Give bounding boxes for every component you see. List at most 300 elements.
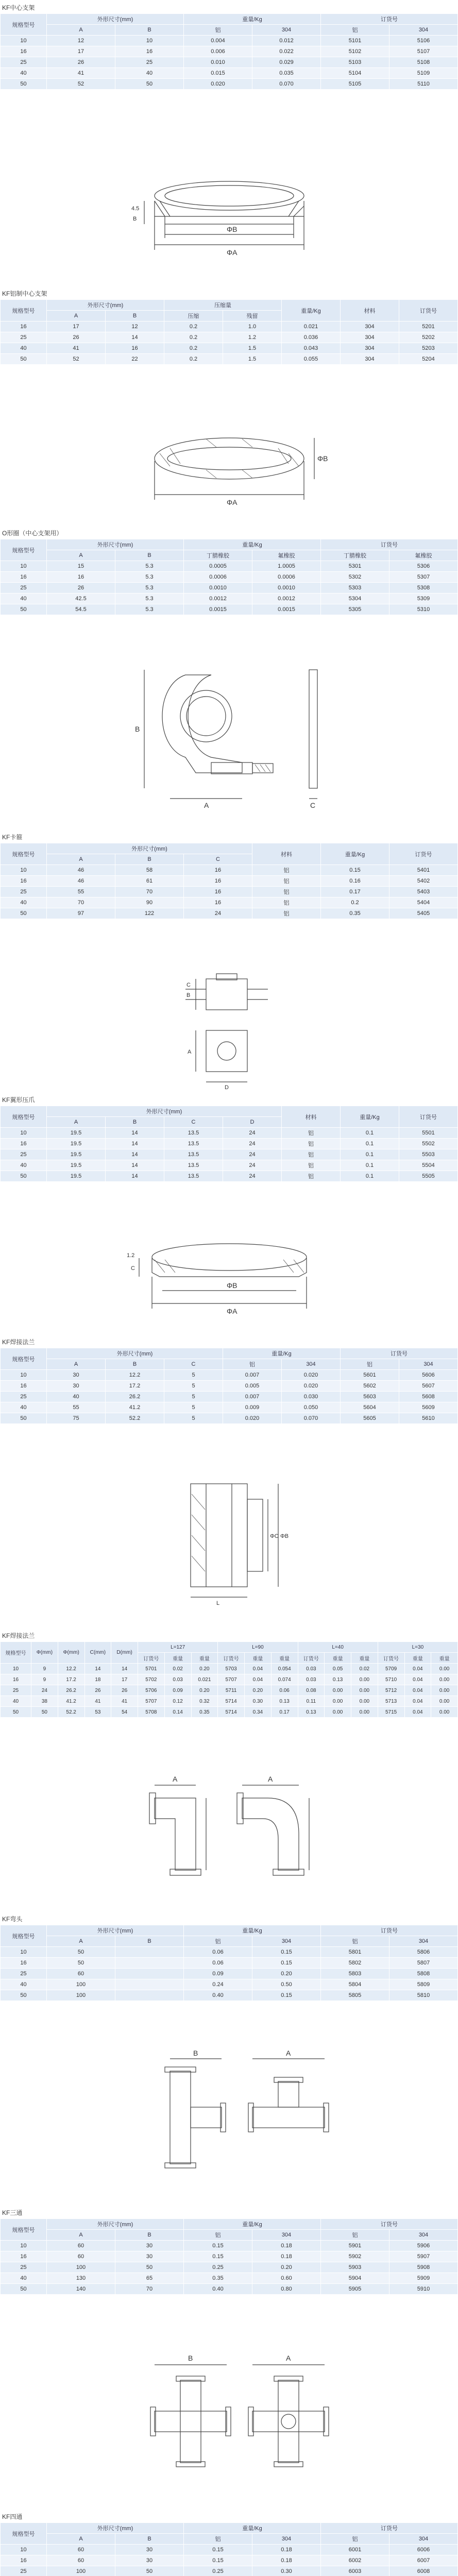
header-cell: L=127 (138, 1642, 218, 1653)
table-cell: 100 (47, 1979, 115, 1990)
table-cell: 铝 (282, 1171, 341, 1182)
table-row (1, 1685, 458, 1696)
table-cell: 41 (47, 343, 106, 354)
table-cell: 30 (115, 2251, 184, 2262)
table-cell: 50 (31, 1707, 58, 1718)
table-row (1, 46, 458, 57)
section-title: KF弯头 (2, 1916, 23, 1923)
table-row (1, 1128, 458, 1139)
table-cell: 0.070 (252, 79, 321, 90)
table-cell: 0.007 (223, 1392, 282, 1402)
dimension-label: 1.2 (127, 1252, 135, 1259)
table-cell: 12 (106, 321, 164, 332)
table-cell: 5308 (389, 583, 458, 594)
table-cell: 10 (1, 2545, 47, 2555)
table-cell: 0.15 (252, 1990, 321, 2001)
table-cell: 40 (1, 1696, 31, 1707)
table-row (1, 583, 458, 594)
header-cell: C (164, 1117, 223, 1128)
table-cell: 5610 (399, 1413, 458, 1424)
header-cell: 订货号 (218, 1653, 245, 1664)
table-cell: 5713 (378, 1696, 404, 1707)
table-cell: 1.5 (223, 354, 282, 365)
table-cell: 0.036 (282, 332, 341, 343)
diagram-center-ring (0, 155, 458, 289)
table-cell: 140 (47, 2284, 115, 2295)
table-cell: 41.2 (58, 1696, 84, 1707)
elbow-drawing (0, 1757, 458, 1911)
table-cell: 40 (1, 68, 47, 79)
table-cell: 54 (111, 1707, 138, 1718)
header-cell: 压缩 (164, 311, 223, 321)
header-cell: 丁腈橡胶 (321, 550, 389, 561)
header-cell: 压缩量 (164, 300, 282, 311)
diagram-clamp (0, 654, 458, 829)
table-cell: 5.3 (115, 604, 184, 615)
dimension-label: D (225, 1084, 229, 1091)
table-cell: 5709 (378, 1664, 404, 1674)
table-cell: 0.32 (191, 1696, 218, 1707)
table-cell: 5306 (389, 561, 458, 572)
table-cell: 0.09 (184, 1969, 252, 1979)
table-cell: 60 (47, 2241, 115, 2251)
dimension-label: B (186, 992, 191, 998)
center-ring-drawing (0, 155, 458, 289)
header-cell: 重量 (164, 1653, 191, 1664)
table-row (1, 1392, 458, 1402)
header-cell: A (47, 1936, 115, 1947)
table-cell (115, 1969, 184, 1979)
header-cell: 重量/Kg (184, 2219, 321, 2230)
table-cell: 0.18 (252, 2251, 321, 2262)
spec-table (0, 13, 458, 90)
table-cell: 1.0005 (252, 561, 321, 572)
table-cell: 50 (1, 1171, 47, 1182)
dimension-label: ΦA (227, 498, 238, 506)
table-cell: 24 (31, 1685, 58, 1696)
table-cell (115, 1979, 184, 1990)
section-title: KF翼形压爪 (2, 1096, 35, 1104)
table-cell: 0.35 (321, 908, 389, 919)
table-cell: 130 (47, 2273, 115, 2284)
table-cell: 0.022 (252, 46, 321, 57)
table-cell: 0.00 (431, 1664, 458, 1674)
table-cell: 58 (115, 865, 184, 876)
table-header-row (1, 2523, 458, 2534)
table-cell: 5707 (138, 1696, 165, 1707)
table-header-row (1, 300, 458, 311)
header-cell: 材料 (252, 843, 321, 865)
table-cell: 40 (1, 594, 47, 604)
table-header-row (1, 1925, 458, 1936)
table-cell: 16 (1, 46, 47, 57)
table-cell: 0.04 (404, 1664, 431, 1674)
table-header-row (1, 550, 458, 561)
clamp-drawing (0, 654, 458, 829)
spec-table (0, 843, 458, 919)
table-cell: 18 (84, 1674, 111, 1685)
table-cell: 40 (1, 1402, 47, 1413)
table-cell: 0.17 (321, 887, 389, 897)
table-cell: 14 (106, 1139, 164, 1149)
table-row (1, 1160, 458, 1171)
table-cell: 5809 (389, 1979, 458, 1990)
table-cell: 25 (1, 332, 47, 343)
table-cell: 38 (31, 1696, 58, 1707)
header-cell: A (47, 25, 115, 36)
table-row (1, 1370, 458, 1381)
dimension-label: ΦB (280, 1533, 289, 1539)
table-cell: 5606 (399, 1370, 458, 1381)
table-header-row (1, 2534, 458, 2545)
header-cell: A (47, 550, 115, 561)
table-cell: 16 (1, 1958, 47, 1969)
table-row (1, 1990, 458, 2001)
table-cell: 6002 (321, 2555, 389, 2566)
diagram-tee (0, 2040, 458, 2205)
table-cell: 14 (106, 1128, 164, 1139)
table-cell: 5902 (321, 2251, 389, 2262)
table-cell: 0.03 (298, 1674, 325, 1685)
table-cell: 0.40 (184, 2284, 252, 2295)
table-cell: 0.18 (252, 2545, 321, 2555)
o-ring-drawing (0, 417, 458, 526)
header-cell: 重量 (351, 1653, 378, 1664)
header-cell: A (47, 311, 106, 321)
table-cell: 5907 (389, 2251, 458, 2262)
header-cell: 重量 (404, 1653, 431, 1664)
table-cell: 5 (164, 1413, 223, 1424)
table-cell: 24 (184, 908, 252, 919)
table-cell: 5710 (378, 1674, 404, 1685)
header-cell: 304 (252, 2230, 321, 2241)
table-cell: 0.15 (184, 2555, 252, 2566)
table-cell: 0.15 (321, 865, 389, 876)
table-cell: 0.2 (321, 897, 389, 908)
table-cell: 0.1 (341, 1128, 399, 1139)
table-cell: 0.15 (184, 2545, 252, 2555)
table-cell: 0.13 (298, 1707, 325, 1718)
header-cell: 304 (399, 1359, 458, 1370)
table-cell: 25 (1, 1149, 47, 1160)
table-cell: 5608 (399, 1392, 458, 1402)
table-cell: 0.055 (282, 354, 341, 365)
table-cell: 5202 (399, 332, 458, 343)
table-cell: 13.5 (164, 1149, 223, 1160)
table-cell: 5604 (341, 1402, 399, 1413)
table-row (1, 1413, 458, 1424)
table-cell: 40 (115, 68, 184, 79)
header-cell: 订货号 (399, 1106, 458, 1128)
weld-flange-drawing (0, 1221, 458, 1334)
table-cell: 70 (115, 2284, 184, 2295)
header-cell: 订货号 (138, 1653, 165, 1664)
header-cell: 重量 (245, 1653, 272, 1664)
table-cell: 0.006 (184, 46, 252, 57)
table-cell: 0.11 (298, 1696, 325, 1707)
diagram-elbow (0, 1757, 458, 1911)
header-cell: B (106, 1359, 164, 1370)
header-cell: 铝 (184, 2534, 252, 2545)
table-cell: 52 (47, 354, 106, 365)
table-cell: 26.2 (58, 1685, 84, 1696)
header-cell: 订货号 (321, 14, 458, 25)
table-cell: 0.24 (184, 1979, 252, 1990)
table-row (1, 57, 458, 68)
table-cell: 5304 (321, 594, 389, 604)
header-cell: 重量/Kg (184, 539, 321, 550)
header-cell: 304 (389, 2534, 458, 2545)
table-cell (115, 1958, 184, 1969)
table-cell: 50 (47, 1947, 115, 1958)
table-cell: 16 (1, 2555, 47, 2566)
table-row (1, 36, 458, 46)
table-cell: 0.40 (184, 1990, 252, 2001)
header-cell: 规格型号 (1, 1642, 31, 1664)
table-cell: 0.012 (252, 36, 321, 46)
header-cell: 外形尺寸(mm) (47, 1106, 282, 1117)
table-cell: 30 (115, 2555, 184, 2566)
header-cell: B (115, 2230, 184, 2241)
diagram-wing-claw (0, 958, 458, 1092)
table-cell: 0.04 (245, 1664, 272, 1674)
table-cell: 5.3 (115, 561, 184, 572)
table-cell: 5.3 (115, 572, 184, 583)
table-cell: 16 (1, 1381, 47, 1392)
dimension-label: B (133, 216, 137, 222)
header-cell: 重量/Kg (184, 1925, 321, 1936)
table-cell: 0.12 (164, 1696, 191, 1707)
table-row (1, 1696, 458, 1707)
table-header-row (1, 1106, 458, 1117)
table-cell: 0.1 (341, 1171, 399, 1182)
table-cell: 0.20 (245, 1685, 272, 1696)
table-cell: 100 (47, 2566, 115, 2576)
section-title: KF中心支架 (2, 4, 35, 11)
table-cell: 5714 (218, 1707, 245, 1718)
table-cell: 5901 (321, 2241, 389, 2251)
table-cell: 0.30 (245, 1696, 272, 1707)
table-cell: 5803 (321, 1969, 389, 1979)
table-cell: 26.2 (106, 1392, 164, 1402)
table-cell: 5712 (378, 1685, 404, 1696)
dimension-label: B (193, 2049, 198, 2057)
table-cell: 5505 (399, 1171, 458, 1182)
table-cell: 0.00 (431, 1707, 458, 1718)
table-cell: 13.5 (164, 1128, 223, 1139)
table-cell: 19.5 (47, 1160, 106, 1171)
table-cell: 0.2 (164, 321, 223, 332)
header-cell: 304 (389, 1936, 458, 1947)
table-cell: 19.5 (47, 1149, 106, 1160)
table-cell: 5302 (321, 572, 389, 583)
table-row (1, 897, 458, 908)
header-cell: B (115, 854, 184, 865)
header-cell: 铝 (321, 2230, 389, 2241)
table-cell: 铝 (282, 1149, 341, 1160)
table-cell: 16 (1, 321, 47, 332)
table-cell: 9 (31, 1674, 58, 1685)
table-cell: 0.18 (252, 2555, 321, 2566)
table-cell: 5603 (341, 1392, 399, 1402)
table-cell: 50 (115, 2262, 184, 2273)
header-cell: 订货号 (389, 843, 458, 865)
table-cell: 16 (1, 876, 47, 887)
dimension-label: ΦB (317, 454, 328, 463)
dimension-label: C (131, 1265, 135, 1272)
table-cell: 0.0012 (184, 594, 252, 604)
table-cell: 14 (106, 1160, 164, 1171)
table-cell: 24 (223, 1171, 282, 1182)
table-row (1, 1958, 458, 1969)
table-cell: 5204 (399, 354, 458, 365)
header-cell: 重量/Kg (184, 14, 321, 25)
table-cell: 16 (184, 865, 252, 876)
table-cell: 41 (111, 1696, 138, 1707)
table-cell: 5808 (389, 1969, 458, 1979)
table-row (1, 561, 458, 572)
table-cell: 5110 (389, 79, 458, 90)
table-cell: 5701 (138, 1664, 165, 1674)
table-cell: 6003 (321, 2566, 389, 2576)
table-row (1, 604, 458, 615)
table-cell: 40 (1, 1160, 47, 1171)
header-cell: A (47, 2230, 115, 2241)
table-cell: 5106 (389, 36, 458, 46)
table-cell: 1.2 (223, 332, 282, 343)
table-cell: 16 (1, 1674, 31, 1685)
header-cell: 外形尺寸(mm) (47, 1348, 223, 1359)
table-cell: 0.2 (164, 343, 223, 354)
header-cell: D(mm) (111, 1642, 138, 1664)
table-row (1, 1139, 458, 1149)
table-cell: 0.043 (282, 343, 341, 354)
table-cell: 5405 (389, 908, 458, 919)
table-cell: 19.5 (47, 1171, 106, 1182)
table-cell: 52.2 (106, 1413, 164, 1424)
header-cell: 铝 (321, 2534, 389, 2545)
table-cell: 5105 (321, 79, 389, 90)
table-cell: 铝 (282, 1160, 341, 1171)
table-row (1, 2566, 458, 2576)
header-cell: A (47, 854, 115, 865)
table-cell: 5807 (389, 1958, 458, 1969)
dimension-label: A (173, 1775, 178, 1783)
header-cell: 残留 (223, 311, 282, 321)
table-header-row (1, 14, 458, 25)
table-cell: 60 (47, 1969, 115, 1979)
table-cell: 0.04 (404, 1674, 431, 1685)
header-cell: 规格型号 (1, 1348, 47, 1370)
table-cell: 5103 (321, 57, 389, 68)
header-cell: 重量/Kg (341, 1106, 399, 1128)
table-cell: 铝 (252, 897, 321, 908)
table-row (1, 2262, 458, 2273)
table-cell: 5101 (321, 36, 389, 46)
table-cell: 14 (111, 1664, 138, 1674)
table-cell: 13.5 (164, 1171, 223, 1182)
header-cell: 订货号 (399, 300, 458, 321)
spec-table (0, 2218, 458, 2295)
table-cell: 5402 (389, 876, 458, 887)
table-cell: 0.0006 (184, 572, 252, 583)
table-row (1, 332, 458, 343)
header-cell: L=30 (378, 1642, 457, 1653)
table-cell: 40 (1, 2273, 47, 2284)
table-cell: 5605 (341, 1413, 399, 1424)
table-cell: 65 (115, 2273, 184, 2284)
table-header-row (1, 25, 458, 36)
header-cell: L=40 (298, 1642, 378, 1653)
table-cell: 5715 (378, 1707, 404, 1718)
table-cell: 9 (31, 1664, 58, 1674)
table-header-row (1, 843, 458, 854)
table-cell: 122 (115, 908, 184, 919)
table-cell: 0.00 (325, 1707, 351, 1718)
table-cell: 0.06 (271, 1685, 298, 1696)
section-title: KF四通 (2, 2513, 23, 2520)
table-cell: 5805 (321, 1990, 389, 2001)
table-cell: 50 (1, 79, 47, 90)
table-cell: 0.04 (245, 1674, 272, 1685)
table-cell: 0.070 (282, 1413, 341, 1424)
table-cell: 5609 (399, 1402, 458, 1413)
section-title: KF焊接法兰 (2, 1338, 35, 1346)
dimension-label: ΦB (227, 1281, 238, 1290)
table-cell: 0.05 (325, 1664, 351, 1674)
table-cell: 0.035 (252, 68, 321, 79)
table-cell: 17.2 (106, 1381, 164, 1392)
table-cell: 10 (1, 1370, 47, 1381)
table-cell: 0.050 (282, 1402, 341, 1413)
table-cell: 0.25 (184, 2262, 252, 2273)
header-cell: 重量 (191, 1653, 218, 1664)
table-cell: 0.00 (351, 1685, 378, 1696)
table-cell: 0.021 (282, 321, 341, 332)
table-cell: 铝 (252, 887, 321, 897)
table-cell: 0.13 (271, 1696, 298, 1707)
header-cell: 氟橡胶 (252, 550, 321, 561)
table-cell: 0.0006 (252, 572, 321, 583)
table-cell: 17 (47, 46, 115, 57)
table-cell: 30 (115, 2241, 184, 2251)
table-cell: 5109 (389, 68, 458, 79)
table-cell: 46 (47, 876, 115, 887)
spec-table (0, 1106, 458, 1182)
table-cell: 50 (115, 2566, 184, 2576)
table-row (1, 343, 458, 354)
table-cell: 26 (47, 332, 106, 343)
table-cell: 90 (115, 897, 184, 908)
header-cell: 外形尺寸(mm) (47, 14, 184, 25)
table-cell: 41 (84, 1696, 111, 1707)
table-row (1, 1707, 458, 1718)
table-cell: 10 (1, 1128, 47, 1139)
table-row (1, 2545, 458, 2555)
table-cell: 15 (47, 561, 115, 572)
header-cell: 重量/Kg (321, 843, 389, 865)
dimension-label: ΦB (227, 225, 238, 233)
table-cell: 17.2 (58, 1674, 84, 1685)
table-row (1, 2273, 458, 2284)
table-cell: 5104 (321, 68, 389, 79)
diagram-cross (0, 2334, 458, 2509)
section-title: KF卡箍 (2, 834, 23, 841)
table-cell: 0.00 (325, 1696, 351, 1707)
header-cell: C (164, 1359, 223, 1370)
header-cell: B (106, 1117, 164, 1128)
table-cell: 0.00 (351, 1707, 378, 1718)
